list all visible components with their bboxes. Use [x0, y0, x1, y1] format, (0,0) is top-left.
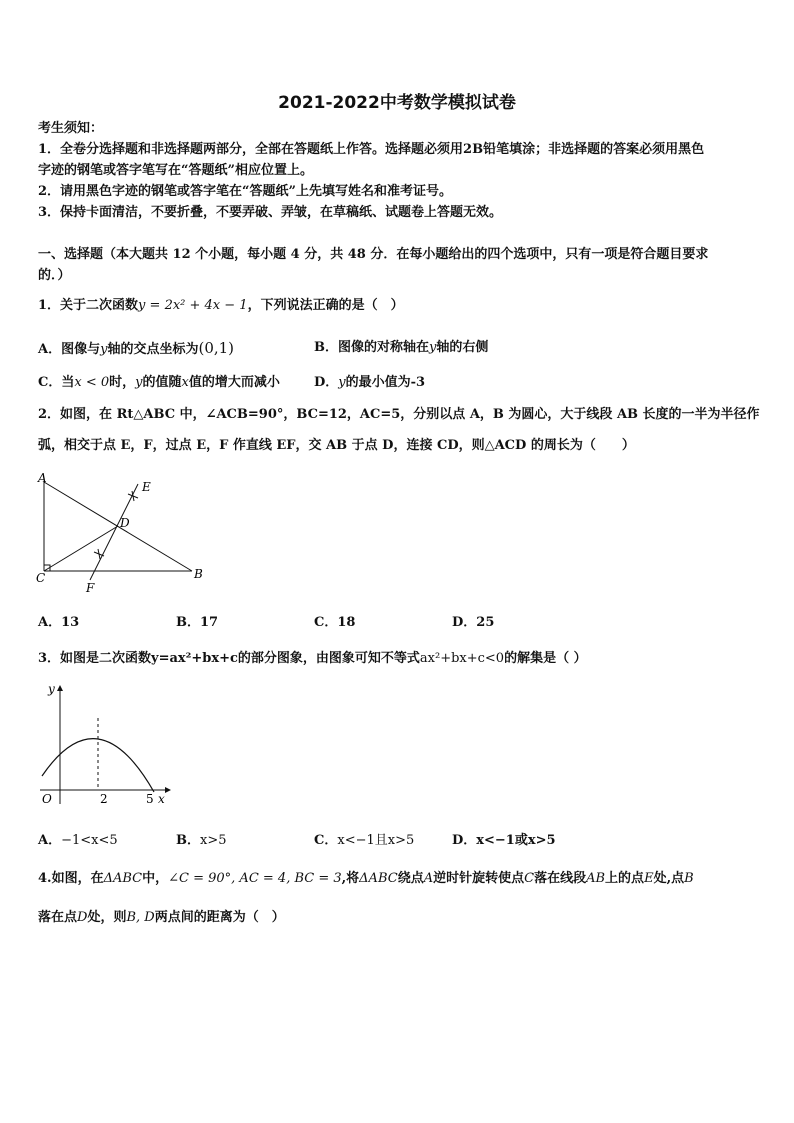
- q4-point-a: A: [423, 871, 434, 886]
- q2-option-a[interactable]: A．13: [38, 615, 80, 630]
- q1-option-c-x: x: [181, 375, 189, 390]
- q4-point-d: D: [77, 910, 88, 925]
- q1-option-c-mid2: 的值随: [142, 375, 182, 390]
- q1-func-eq: = 2x² + 4x − 1: [145, 298, 248, 313]
- q4-triangle-1: ΔABC: [103, 871, 143, 886]
- q3-inequality: ax²+bx+c<0: [419, 651, 505, 666]
- q1-option-b-var: y: [429, 340, 437, 355]
- q3-label-o: O: [42, 792, 52, 806]
- q3-option-c[interactable]: [314, 833, 414, 849]
- q1-option-c-mid1: 时，: [109, 375, 136, 390]
- q4-text-4: 绕点: [397, 871, 424, 886]
- q3-suffix: 的解集是（ ）: [504, 651, 587, 666]
- notice-line-3: 3．保持卡面清洁，不要折叠，不要弄破、弄皱，在草稿纸、试题卷上答题无效。: [38, 205, 503, 220]
- q2-label-e: E: [142, 480, 151, 494]
- q3-option-a-value: −1<x<5: [61, 833, 118, 848]
- q2-option-d[interactable]: D．25: [452, 615, 495, 630]
- q4-text-7: 上的点: [605, 871, 645, 886]
- q2-label-f: F: [86, 581, 95, 595]
- notice-line-2: 2．请用黑色字迹的钢笔或答字笔在“答题纸”上先填写姓名和准考证号。: [38, 184, 453, 199]
- q1-option-a-mid: 轴的交点坐标为: [107, 342, 199, 357]
- q2-label-b: B: [194, 567, 203, 581]
- section-heading-line-2: 的．）: [38, 268, 71, 283]
- q4-text-6: 落在线段: [534, 871, 587, 886]
- q2-stem-line-2: 弧，相交于点 E，F，过点 E，F 作直线 EF，交 AB 于点 D，连接 CD，则△ACD 的周长为（ ）: [38, 438, 635, 453]
- q1-option-c-y: y: [135, 375, 143, 390]
- q3-prefix: 3．如图是二次函数y=ax²+bx+c的部分图象，由图象可知不等式: [38, 651, 420, 666]
- q4-stem-line-2: [38, 910, 285, 926]
- q3-label-2: 2: [100, 792, 108, 806]
- q3-option-b-value: x>5: [200, 833, 227, 848]
- section-heading-line-1: 一、选择题（本大题共 12 个小题，每小题 4 分，共 48 分．在每小题给出的四个选项中，只有一项是符合题目要求: [38, 247, 709, 262]
- q1-option-d-suffix: 的最小值为-3: [345, 375, 426, 390]
- q4-text-5: 逆时针旋转使点: [433, 871, 525, 886]
- q4-text-3: ,将: [341, 871, 360, 886]
- q3-label-5: 5: [146, 792, 154, 806]
- q4-condition: ∠C = 90°, AC = 4, BC = 3: [168, 871, 342, 886]
- q1-option-a-prefix: A．图像与: [38, 342, 101, 357]
- q4-point-e: E: [644, 871, 654, 886]
- q2-option-c[interactable]: C．18: [314, 615, 356, 630]
- q2-label-d: D: [120, 516, 130, 530]
- q3-option-c-value: x<−1且x>5: [337, 833, 415, 848]
- q4-points-bd: B, D: [126, 910, 155, 925]
- notice-line-1: 1．全卷分选择题和非选择题两部分，全部在答题纸上作答。选择题必须用2B铅笔填涂；非选择题的答案必须用黑色: [38, 142, 705, 157]
- q2-stem-line-1: 2．如图，在 Rt△ABC 中，∠ACB=90°，BC=12，AC=5，分别以点 A，B 为圆心，大于线段 AB 长度的一半为半径作: [38, 407, 760, 422]
- q3-option-a[interactable]: [38, 833, 118, 849]
- q3-option-d[interactable]: D．x<−1或x>5: [452, 833, 556, 848]
- q2-label-a: A: [38, 472, 47, 485]
- q1-option-a-var: y: [100, 342, 108, 357]
- q4-text-8: 处,点: [653, 871, 685, 886]
- q1-option-b-prefix: B．图像的对称轴在: [314, 340, 429, 355]
- q2-line-ef: [90, 484, 138, 580]
- q4-triangle-2: ΔABC: [359, 871, 398, 886]
- q1-option-c-prefix: C．当: [38, 375, 75, 390]
- q3-label-y: y: [48, 682, 55, 696]
- q1-option-d-var: y: [338, 375, 346, 390]
- q4-line2-text-2: 处，则: [87, 910, 127, 925]
- q1-prefix: 1．关于二次函数: [38, 298, 139, 313]
- q2-option-b[interactable]: B．17: [176, 615, 219, 630]
- page-title: 2021-2022中考数学模拟试卷: [278, 93, 516, 113]
- q2-segment-cd: [44, 526, 118, 571]
- q3-label-x: x: [158, 792, 165, 806]
- q1-func-y: y: [138, 298, 146, 313]
- q1-option-b-suffix: 轴的右侧: [436, 340, 489, 355]
- q1-option-c-suffix: 值的增大而减小: [188, 375, 280, 390]
- q1-option-d[interactable]: [314, 375, 425, 391]
- q4-point-b: B: [684, 871, 694, 886]
- q1-option-c-cond: x < 0: [74, 375, 110, 390]
- q1-option-a[interactable]: [38, 340, 234, 358]
- q4-line2-text-3: 两点间的距离为（ ）: [154, 910, 285, 925]
- q4-text-1: 4.如图，在: [38, 871, 104, 886]
- q1-option-b[interactable]: [314, 340, 488, 356]
- notice-heading: 考生须知：: [38, 121, 104, 136]
- q1-option-d-prefix: D．: [314, 375, 339, 390]
- notice-line-1b: 字迹的钢笔或答字笔写在“答题纸”相应位置上。: [38, 163, 313, 178]
- q3-option-c-prefix: C．: [314, 833, 338, 848]
- q4-segment-ab: AB: [586, 871, 606, 886]
- q2-label-c: C: [36, 571, 46, 585]
- q4-stem-line-1: [38, 871, 694, 887]
- q2-figure: [34, 472, 214, 597]
- q1-stem: [38, 298, 404, 314]
- q3-option-a-prefix: A．: [38, 833, 62, 848]
- q1-option-c[interactable]: [38, 375, 280, 391]
- q4-point-c: C: [524, 871, 535, 886]
- q3-option-b[interactable]: [176, 833, 227, 849]
- q3-stem: [38, 651, 587, 667]
- q1-suffix: ，下列说法正确的是（ ）: [247, 298, 404, 313]
- q3-option-b-prefix: B．: [176, 833, 200, 848]
- q4-text-2: 中，: [142, 871, 169, 886]
- q4-line2-text-1: 落在点: [38, 910, 78, 925]
- q3-figure: [34, 680, 174, 808]
- q1-option-a-coord: (0,1): [198, 339, 235, 357]
- q3-parabola: [42, 739, 154, 792]
